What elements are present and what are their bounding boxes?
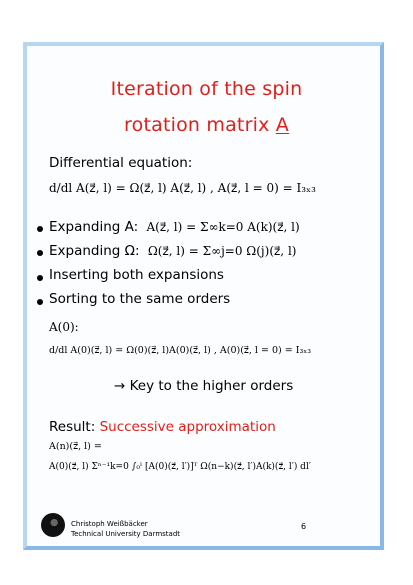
bullet-inserting-expansions: Inserting both expansions [49, 267, 224, 283]
differential-equation: d/dl A(z⃗, l) = Ω(z⃗, l) A(z⃗, l) , A(z⃗, l = 0) = I₃ₓ₃ [49, 181, 316, 195]
portrait-logo-icon [41, 513, 65, 537]
bullet-sorting-orders: Sorting to the same orders [49, 291, 231, 307]
result-label: Result: [49, 419, 96, 435]
an-label: A(n)(z⃗, l) = [49, 441, 102, 452]
footer-institution: Technical University Darmstadt [71, 530, 181, 538]
bullet-dot [37, 250, 43, 256]
bullet-expanding-a [49, 219, 300, 235]
title-text: rotation matrix [124, 114, 276, 136]
differential-equation-label: Differential equation: [49, 155, 193, 171]
bullet-expanding-omega [49, 243, 296, 259]
result-line [49, 419, 276, 435]
slide-title-line-2 [0, 114, 413, 136]
a0-label: A(0): [49, 320, 79, 334]
an-equation: A(0)(z⃗, l) Σⁿ⁻¹k=0 ∫₀ˡ [A(0)(z⃗, l′)]ᵀ Ω(n−k)(z⃗, l′)A(k)(z⃗, l′) dl′ [49, 462, 311, 472]
bullet-math: A(z⃗, l) = Σ∞k=0 A(k)(z⃗, l) [146, 220, 300, 234]
slide-title-line-1: Iteration of the spin [110, 78, 303, 100]
bullet-math: Ω(z⃗, l) = Σ∞j=0 Ω(j)(z⃗, l) [147, 244, 297, 258]
title-symbol: A [275, 114, 289, 136]
bullet-label: Expanding A: [49, 219, 139, 235]
result-value: Successive approximation [99, 419, 276, 435]
bullet-label: Expanding Ω: [49, 243, 140, 259]
bullet-dot [37, 275, 43, 281]
page-number: 6 [301, 522, 307, 531]
a0-equation: d/dl A(0)(z⃗, l) = Ω(0)(z⃗, l)A(0)(z⃗, l) , A(0)(z⃗, l = 0) = I₃ₓ₃ [49, 345, 312, 356]
bullet-dot [37, 226, 43, 232]
footer-author: Christoph Weißbäcker [71, 520, 148, 528]
bullet-dot [37, 299, 43, 305]
key-to-higher-orders: → Key to the higher orders [114, 378, 294, 394]
